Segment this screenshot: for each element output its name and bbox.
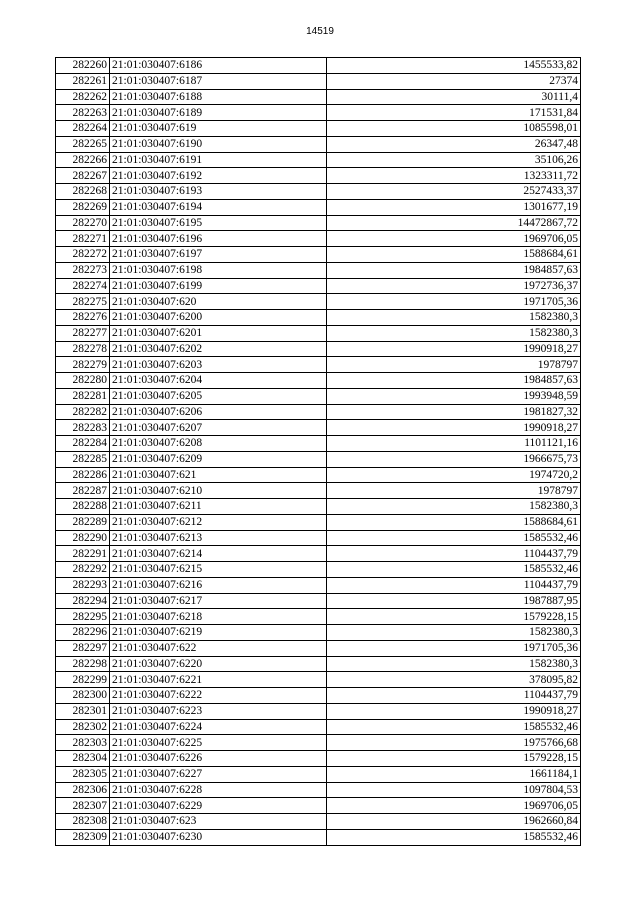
table-row	[56, 798, 581, 814]
value-cell: 1085598,01	[327, 121, 581, 137]
row-id-cell: 282264	[56, 121, 110, 137]
row-id-cell: 282271	[56, 231, 110, 247]
row-id-cell: 282295	[56, 609, 110, 625]
cadastral-number-cell: 21:01:030407:6195	[110, 215, 327, 231]
table-row	[56, 562, 581, 578]
cadastral-number-cell: 21:01:030407:6197	[110, 247, 327, 263]
row-id-cell: 282270	[56, 215, 110, 231]
table-row	[56, 373, 581, 389]
cadastral-number-cell: 21:01:030407:6206	[110, 404, 327, 420]
value-cell: 1966675,73	[327, 451, 581, 467]
row-id-cell: 282276	[56, 310, 110, 326]
table-row	[56, 593, 581, 609]
table-row	[56, 136, 581, 152]
row-id-cell: 282292	[56, 562, 110, 578]
row-id-cell: 282305	[56, 766, 110, 782]
row-id-cell: 282265	[56, 136, 110, 152]
value-cell: 1984857,63	[327, 373, 581, 389]
row-id-cell: 282294	[56, 593, 110, 609]
table-row	[56, 89, 581, 105]
value-cell: 1981827,32	[327, 404, 581, 420]
cadastral-number-cell: 21:01:030407:6219	[110, 625, 327, 641]
value-cell: 27374	[327, 73, 581, 89]
table-row	[56, 609, 581, 625]
value-cell: 1104437,79	[327, 577, 581, 593]
row-id-cell: 282289	[56, 514, 110, 530]
value-cell: 1097804,53	[327, 782, 581, 798]
table-row	[56, 829, 581, 845]
cadastral-number-cell: 21:01:030407:6213	[110, 530, 327, 546]
value-cell: 14472867,72	[327, 215, 581, 231]
row-id-cell: 282301	[56, 703, 110, 719]
value-cell: 1969706,05	[327, 798, 581, 814]
value-cell: 1579228,15	[327, 609, 581, 625]
cadastral-number-cell: 21:01:030407:6192	[110, 168, 327, 184]
value-cell: 1301677,19	[327, 199, 581, 215]
row-id-cell: 282287	[56, 483, 110, 499]
row-id-cell: 282268	[56, 184, 110, 200]
cadastral-number-cell: 21:01:030407:6216	[110, 577, 327, 593]
value-cell: 1993948,59	[327, 388, 581, 404]
value-cell: 1984857,63	[327, 262, 581, 278]
cadastral-number-cell: 21:01:030407:6229	[110, 798, 327, 814]
table-row	[56, 499, 581, 515]
value-cell: 1104437,79	[327, 546, 581, 562]
value-cell: 1323311,72	[327, 168, 581, 184]
row-id-cell: 282284	[56, 436, 110, 452]
row-id-cell: 282285	[56, 451, 110, 467]
value-cell: 1987887,95	[327, 593, 581, 609]
cadastral-number-cell: 21:01:030407:621	[110, 467, 327, 483]
value-cell: 1582380,3	[327, 325, 581, 341]
value-cell: 1579228,15	[327, 751, 581, 767]
row-id-cell: 282262	[56, 89, 110, 105]
table-row	[56, 814, 581, 830]
value-cell: 1971705,36	[327, 294, 581, 310]
value-cell: 35106,26	[327, 152, 581, 168]
row-id-cell: 282260	[56, 58, 110, 74]
cadastral-number-cell: 21:01:030407:6215	[110, 562, 327, 578]
page-number: 14519	[306, 26, 334, 37]
cadastral-number-cell: 21:01:030407:6212	[110, 514, 327, 530]
row-id-cell: 282293	[56, 577, 110, 593]
table-row	[56, 719, 581, 735]
table-row	[56, 58, 581, 74]
value-cell: 1990918,27	[327, 703, 581, 719]
cadastral-number-cell: 21:01:030407:6193	[110, 184, 327, 200]
row-id-cell: 282278	[56, 341, 110, 357]
row-id-cell: 282291	[56, 546, 110, 562]
table-row	[56, 184, 581, 200]
table-row	[56, 325, 581, 341]
row-id-cell: 282266	[56, 152, 110, 168]
row-id-cell: 282286	[56, 467, 110, 483]
row-id-cell: 282303	[56, 735, 110, 751]
table-row	[56, 467, 581, 483]
table-row	[56, 703, 581, 719]
value-cell: 1990918,27	[327, 341, 581, 357]
table-row	[56, 168, 581, 184]
table-row	[56, 751, 581, 767]
cadastral-number-cell: 21:01:030407:6201	[110, 325, 327, 341]
cadastral-number-cell: 21:01:030407:6205	[110, 388, 327, 404]
value-cell: 1582380,3	[327, 656, 581, 672]
table-row	[56, 152, 581, 168]
cadastral-number-cell: 21:01:030407:6227	[110, 766, 327, 782]
row-id-cell: 282269	[56, 199, 110, 215]
table-row	[56, 735, 581, 751]
value-cell: 1588684,61	[327, 514, 581, 530]
table-row	[56, 357, 581, 373]
table-row	[56, 436, 581, 452]
cadastral-number-cell: 21:01:030407:6218	[110, 609, 327, 625]
table-row	[56, 640, 581, 656]
value-cell: 1661184,1	[327, 766, 581, 782]
table-row	[56, 73, 581, 89]
value-cell: 1962660,84	[327, 814, 581, 830]
row-id-cell: 282298	[56, 656, 110, 672]
cadastral-number-cell: 21:01:030407:6222	[110, 688, 327, 704]
value-cell: 378095,82	[327, 672, 581, 688]
row-id-cell: 282282	[56, 404, 110, 420]
row-id-cell: 282307	[56, 798, 110, 814]
cadastral-number-cell: 21:01:030407:6189	[110, 105, 327, 121]
cadastral-number-cell: 21:01:030407:6217	[110, 593, 327, 609]
cadastral-number-cell: 21:01:030407:6209	[110, 451, 327, 467]
row-id-cell: 282261	[56, 73, 110, 89]
row-id-cell: 282297	[56, 640, 110, 656]
table-row	[56, 247, 581, 263]
row-id-cell: 282300	[56, 688, 110, 704]
table-row	[56, 782, 581, 798]
value-cell: 1582380,3	[327, 625, 581, 641]
row-id-cell: 282308	[56, 814, 110, 830]
row-id-cell: 282279	[56, 357, 110, 373]
value-cell: 1969706,05	[327, 231, 581, 247]
table-row	[56, 341, 581, 357]
table-row	[56, 766, 581, 782]
cadastral-number-cell: 21:01:030407:6225	[110, 735, 327, 751]
table-row	[56, 451, 581, 467]
row-id-cell: 282275	[56, 294, 110, 310]
cadastral-number-cell: 21:01:030407:6204	[110, 373, 327, 389]
table-row	[56, 121, 581, 137]
cadastral-number-cell: 21:01:030407:6188	[110, 89, 327, 105]
value-cell: 1972736,37	[327, 278, 581, 294]
cadastral-number-cell: 21:01:030407:6207	[110, 420, 327, 436]
row-id-cell: 282309	[56, 829, 110, 845]
table-row	[56, 483, 581, 499]
value-cell: 1971705,36	[327, 640, 581, 656]
value-cell: 1582380,3	[327, 310, 581, 326]
cadastral-number-cell: 21:01:030407:6223	[110, 703, 327, 719]
cadastral-number-cell: 21:01:030407:6230	[110, 829, 327, 845]
row-id-cell: 282304	[56, 751, 110, 767]
cadastral-number-cell: 21:01:030407:6211	[110, 499, 327, 515]
value-cell: 2527433,37	[327, 184, 581, 200]
table-row	[56, 231, 581, 247]
table-row	[56, 656, 581, 672]
value-cell: 1104437,79	[327, 688, 581, 704]
cadastral-number-cell: 21:01:030407:6221	[110, 672, 327, 688]
table-row	[56, 530, 581, 546]
cadastral-number-cell: 21:01:030407:6186	[110, 58, 327, 74]
table-row	[56, 199, 581, 215]
cadastral-number-cell: 21:01:030407:6191	[110, 152, 327, 168]
table-row	[56, 105, 581, 121]
cadastral-number-cell: 21:01:030407:6208	[110, 436, 327, 452]
cadastral-number-cell: 21:01:030407:6228	[110, 782, 327, 798]
row-id-cell: 282283	[56, 420, 110, 436]
table-row	[56, 310, 581, 326]
row-id-cell: 282263	[56, 105, 110, 121]
row-id-cell: 282280	[56, 373, 110, 389]
row-id-cell: 282267	[56, 168, 110, 184]
table-row	[56, 388, 581, 404]
row-id-cell: 282281	[56, 388, 110, 404]
cadastral-number-cell: 21:01:030407:6194	[110, 199, 327, 215]
cadastral-number-cell: 21:01:030407:6202	[110, 341, 327, 357]
row-id-cell: 282277	[56, 325, 110, 341]
table-row	[56, 294, 581, 310]
value-cell: 26347,48	[327, 136, 581, 152]
row-id-cell: 282272	[56, 247, 110, 263]
cadastral-number-cell: 21:01:030407:619	[110, 121, 327, 137]
table-row	[56, 688, 581, 704]
row-id-cell: 282306	[56, 782, 110, 798]
cadastral-number-cell: 21:01:030407:6190	[110, 136, 327, 152]
row-id-cell: 282273	[56, 262, 110, 278]
value-cell: 1585532,46	[327, 562, 581, 578]
table-row	[56, 625, 581, 641]
cadastral-number-cell: 21:01:030407:6214	[110, 546, 327, 562]
table-row	[56, 215, 581, 231]
value-cell: 1974720,2	[327, 467, 581, 483]
cadastral-number-cell: 21:01:030407:6200	[110, 310, 327, 326]
value-cell: 1978797	[327, 357, 581, 373]
value-cell: 171531,84	[327, 105, 581, 121]
table-row	[56, 420, 581, 436]
table-row	[56, 577, 581, 593]
value-cell: 1455533,82	[327, 58, 581, 74]
cadastral-number-cell: 21:01:030407:622	[110, 640, 327, 656]
cadastral-number-cell: 21:01:030407:6210	[110, 483, 327, 499]
cadastral-number-cell: 21:01:030407:6187	[110, 73, 327, 89]
row-id-cell: 282274	[56, 278, 110, 294]
value-cell: 1978797	[327, 483, 581, 499]
cadastral-number-cell: 21:01:030407:6203	[110, 357, 327, 373]
cadastral-number-cell: 21:01:030407:6198	[110, 262, 327, 278]
registry-table	[55, 57, 581, 846]
value-cell: 30111,4	[327, 89, 581, 105]
cadastral-number-cell: 21:01:030407:620	[110, 294, 327, 310]
value-cell: 1990918,27	[327, 420, 581, 436]
table-row	[56, 278, 581, 294]
table-row	[56, 672, 581, 688]
cadastral-number-cell: 21:01:030407:623	[110, 814, 327, 830]
row-id-cell: 282290	[56, 530, 110, 546]
table-row	[56, 262, 581, 278]
row-id-cell: 282288	[56, 499, 110, 515]
value-cell: 1101121,16	[327, 436, 581, 452]
table-row	[56, 404, 581, 420]
row-id-cell: 282302	[56, 719, 110, 735]
value-cell: 1585532,46	[327, 829, 581, 845]
cadastral-number-cell: 21:01:030407:6224	[110, 719, 327, 735]
table-row	[56, 546, 581, 562]
table-row	[56, 514, 581, 530]
cadastral-number-cell: 21:01:030407:6196	[110, 231, 327, 247]
cadastral-number-cell: 21:01:030407:6226	[110, 751, 327, 767]
value-cell: 1585532,46	[327, 530, 581, 546]
row-id-cell: 282296	[56, 625, 110, 641]
value-cell: 1585532,46	[327, 719, 581, 735]
registry-table-body	[56, 58, 581, 846]
cadastral-number-cell: 21:01:030407:6199	[110, 278, 327, 294]
value-cell: 1588684,61	[327, 247, 581, 263]
value-cell: 1975766,68	[327, 735, 581, 751]
value-cell: 1582380,3	[327, 499, 581, 515]
row-id-cell: 282299	[56, 672, 110, 688]
cadastral-number-cell: 21:01:030407:6220	[110, 656, 327, 672]
